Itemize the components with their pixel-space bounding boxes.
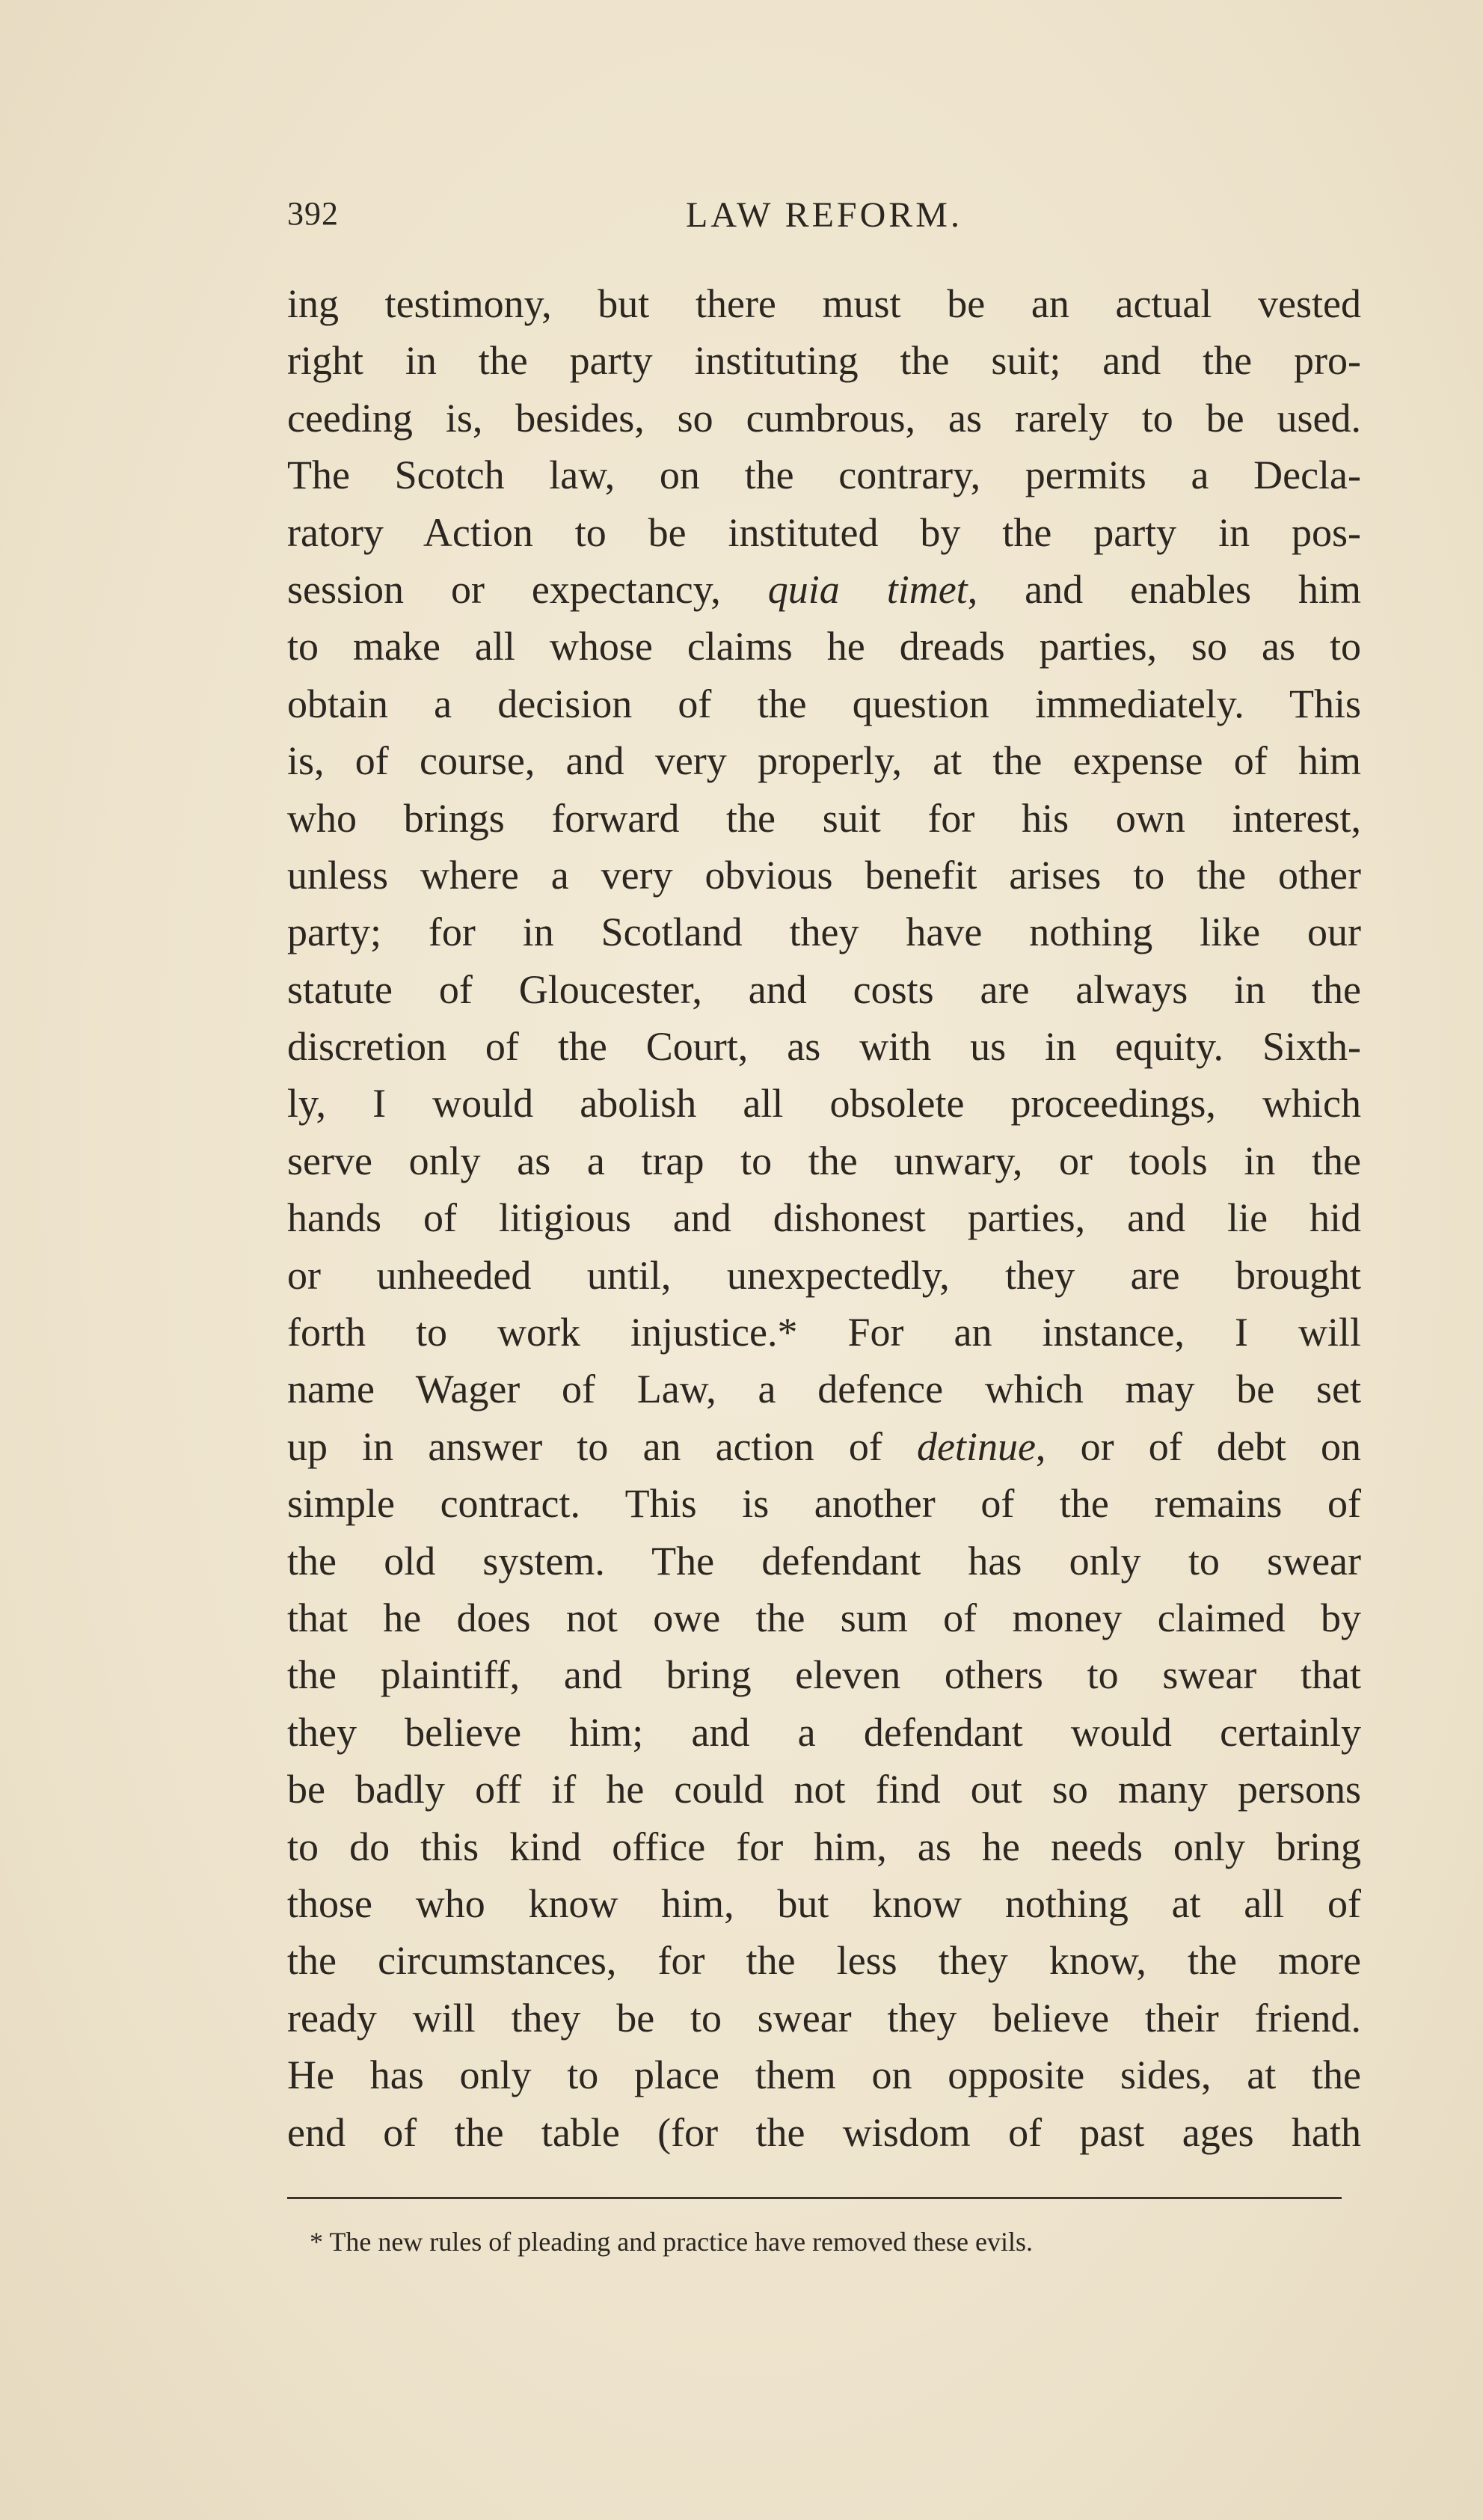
text-line: ready will they be to swear they believe their friend.: [287, 1995, 1361, 2041]
text-line: they believe him; and a defendant would certainly: [287, 1709, 1361, 1755]
text-line: ratory Action to be instituted by the party in pos-: [287, 509, 1361, 555]
text-line: hands of litigious and dishonest parties, and lie hid: [287, 1195, 1361, 1241]
text-line: ly, I would abolish all obsolete proceedings, which: [287, 1081, 1361, 1126]
text-line: to make all whose claims he dreads parties, so as to: [287, 624, 1361, 669]
text-line: He has only to place them on opposite sides, at the: [287, 2053, 1361, 2098]
text-line: or unheeded until, unexpectedly, they are brought: [287, 1252, 1361, 1298]
page-number: 392: [287, 195, 339, 232]
text-line: that he does not owe the sum of money claimed by: [287, 1595, 1361, 1640]
text-line: be badly off if he could not find out so many persons: [287, 1767, 1361, 1812]
body-text: [287, 275, 1361, 2161]
text-line: simple contract. This is another of the remains of: [287, 1481, 1361, 1527]
text-line: discretion of the Court, as with us in equity. Sixth-: [287, 1024, 1361, 1070]
text-line: obtain a decision of the question immediately. This: [287, 681, 1361, 726]
text-line: is, of course, and very properly, at the expense of him: [287, 738, 1361, 784]
text-line: the old system. The defendant has only to swear: [287, 1538, 1361, 1584]
text-line: statute of Gloucester, and costs are always in the: [287, 966, 1361, 1012]
text-line: forth to work injustice.* For an instance, I will: [287, 1310, 1361, 1355]
text-line: up in answer to an action of detinue, or of debt on: [287, 1423, 1362, 1469]
text-line: the plaintiff, and bring eleven others to swear that: [287, 1652, 1361, 1698]
text-line: ing testimony, but there must be an actual vested: [287, 281, 1361, 326]
text-line: the circumstances, for the less they know, the more: [287, 1938, 1361, 1984]
footnote-rule: [287, 2197, 1342, 2199]
text-line: end of the table (for the wisdom of past ages hath: [287, 2109, 1361, 2155]
text-line: those who know him, but know nothing at all of: [287, 1880, 1361, 1926]
text-line: The Scotch law, on the contrary, permits a Decla-: [287, 453, 1361, 498]
text-line: to do this kind office for him, as he needs only bring: [287, 1824, 1361, 1869]
text-line: unless where a very obvious benefit arises to the other: [287, 852, 1361, 898]
text-line: session or expectancy, quia timet, and enables him: [287, 566, 1361, 612]
footnote: * The new rules of pleading and practice have removed these evils.: [310, 2227, 1033, 2257]
text-line: serve only as a trap to the unwary, or tools in the: [287, 1138, 1361, 1183]
text-line: right in the party instituting the suit; and the pro-: [287, 338, 1361, 384]
running-head: LAW REFORM.: [686, 195, 962, 235]
text-line: ceeding is, besides, so cumbrous, as rarely to be used.: [287, 395, 1361, 441]
text-line: party; for in Scotland they have nothing like our: [287, 910, 1361, 955]
text-line: who brings forward the suit for his own interest,: [287, 795, 1361, 841]
page-header: [287, 187, 1361, 247]
text-line: name Wager of Law, a defence which may be set: [287, 1367, 1361, 1412]
